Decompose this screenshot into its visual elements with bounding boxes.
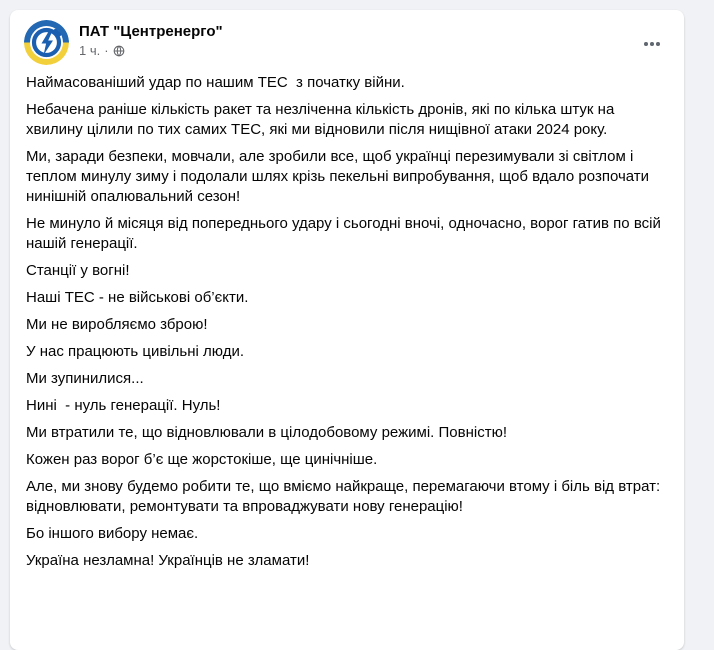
post-paragraph: Ми втратили те, що відновлювали в цілодобовому режимі. Повністю! [26, 424, 507, 441]
post-card [10, 10, 684, 650]
post-paragraph: Наші ТЕС - не військові об’єкти. [26, 289, 249, 306]
post-paragraph: Небачена раніше кількість ракет та незліченна кількість дронів, які по кілька штук на хвилину цілили по тих самих ТЕС, які ми відновили після нищівної атаки 2024 року. [26, 101, 619, 138]
post-paragraph: У нас працюють цивільні люди. [26, 343, 245, 360]
ellipsis-icon [644, 42, 648, 46]
post-paragraph: Ми не виробляємо зброю! [26, 316, 208, 333]
post-paragraph: Кожен раз ворог б’є ще жорстокіше, ще цинічніше. [26, 451, 378, 468]
post-paragraph: Україна незламна! Українців не зламати! [26, 552, 310, 569]
globe-public-icon [113, 45, 125, 57]
post-text [10, 71, 684, 592]
post-paragraph: Не минуло й місяця від попереднього удару і сьогодні вночі, одночасно, ворог гатив по всій нашій генерації. [26, 215, 665, 252]
header-meta [79, 20, 636, 59]
post-paragraph: Ми зупинилися... [26, 370, 144, 387]
page-avatar-lightning-logo[interactable] [24, 20, 69, 65]
post-timestamp[interactable]: 1 ч. [79, 43, 101, 58]
meta-dot-separator: · [104, 43, 109, 58]
post-paragraph: Ми, заради безпеки, мовчали, але зробили все, щоб українці перезимували зі світлом і теплом минулу зиму і подолали шлях крізь пекельні випробування, щоб вдало розпочати нинішній опалювальний сезон! [26, 148, 654, 205]
post-header [10, 10, 684, 71]
post-paragraph: Але, ми знову будемо робити те, що вміємо найкраще, перемагаючи втому і біль від втрат: відновлювати, ремонтувати та впроваджувати нову генерацію! [26, 478, 665, 515]
post-paragraph: Наймасованіший удар по нашим ТЕС з початку війни. [26, 74, 405, 91]
post-options-button[interactable] [636, 28, 668, 60]
post-paragraph: Станції у вогні! [26, 262, 130, 279]
post-meta-line [79, 43, 636, 59]
page-name-link[interactable]: ПАТ "Центренерго" [79, 23, 223, 40]
post-paragraph: Бо іншого вибору немає. [26, 525, 199, 542]
post-paragraph: Нині - нуль генерації. Нуль! [26, 397, 221, 414]
